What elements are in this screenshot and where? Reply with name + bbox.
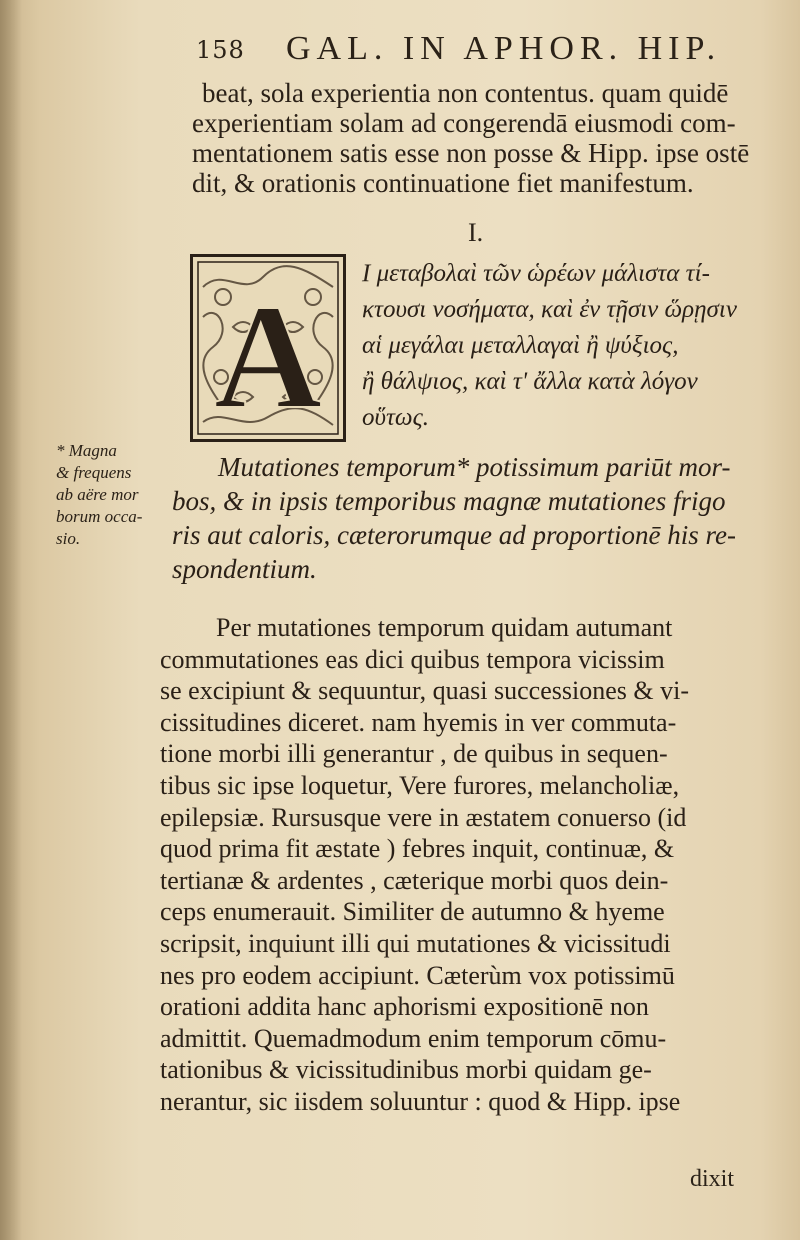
- commentary-line: tationibus & vicissitudinibus morbi quidam ge-: [160, 1055, 652, 1085]
- commentary-line: se excipiunt & sequuntur, quasi successiones & vi-: [160, 676, 689, 706]
- latin-line: spondentium.: [172, 554, 317, 584]
- commentary-line: Per mutationes temporum quidam autumant: [216, 613, 673, 642]
- margin-note-line: ab aëre mor: [56, 485, 139, 504]
- greek-line: αἱ μεγάλαι μεταλλαγαὶ ἢ ψύξιος,: [362, 332, 679, 359]
- commentary-line: tibus sic ipse loquetur, Vere furores, melancholiæ,: [160, 770, 680, 800]
- margin-note-line: & frequens: [56, 463, 132, 482]
- margin-note-line: sio.: [56, 529, 81, 548]
- commentary-line: nerantur, sic iisdem soluuntur : quod & Hipp. ipse: [160, 1086, 681, 1116]
- greek-line: κτουσι νοσήματα, καὶ ἐν τῇσιν ὥρῃσιν: [362, 296, 737, 323]
- latin-aphorism: [172, 450, 736, 586]
- greek-aphorism: [362, 256, 737, 436]
- commentary-line: commutationes eas dici quibus tempora vicissim: [160, 644, 665, 674]
- latin-line: bos, & in ipsis temporibus magnæ mutationes frigo: [172, 486, 726, 516]
- commentary-line: admittit. Quemadmodum enim temporum cōmu-: [160, 1023, 667, 1053]
- commentary-line: cissitudines diceret. nam hyemis in ver commuta-: [160, 707, 677, 737]
- aphorism-number: I.: [468, 218, 484, 247]
- greek-line: Ι μεταβολαὶ τῶν ὡρέων μάλιστα τί-: [362, 260, 710, 287]
- page-header: [196, 28, 776, 78]
- page-number: 158: [196, 36, 245, 64]
- commentary-paragraph: [160, 612, 689, 1118]
- margin-note-line: borum occa-: [56, 507, 143, 526]
- commentary-line: tione morbi illi generantur , de quibus in sequen-: [160, 739, 668, 769]
- commentary-line: epilepsiæ. Rursusque vere in æstatem conuerso (id: [160, 802, 687, 832]
- intro-line: beat, sola experientia non contentus. quam quidē: [202, 78, 729, 108]
- intro-paragraph: [192, 78, 749, 198]
- commentary-line: tertianæ & ardentes , cæterique morbi quos dein-: [160, 865, 669, 895]
- margin-note-line: * Magna: [56, 441, 117, 460]
- commentary-line: orationi addita hanc aphorismi expositionē non: [160, 992, 649, 1022]
- commentary-line: ceps enumerauit. Similiter de autumno & hyeme: [160, 897, 665, 927]
- commentary-line: quod prima fit æstate ) febres inquit, continuæ, &: [160, 834, 675, 864]
- catchword: dixit: [690, 1166, 735, 1192]
- ornament-icon: [193, 257, 343, 439]
- latin-line: Mutationes temporum* potissimum pariūt mor-: [218, 452, 731, 482]
- decorated-initial: [190, 254, 346, 442]
- running-head: GAL. IN APHOR. HIP.: [286, 30, 722, 67]
- intro-line: experientiam solam ad congerendā eiusmodi com-: [192, 108, 736, 138]
- intro-line: dit, & orationis continuatione fiet manifestum.: [192, 168, 694, 198]
- greek-line: οὕτως.: [362, 404, 429, 431]
- gutter-shadow: [0, 0, 22, 1240]
- greek-line: ἢ θάλψιος, καὶ τ' ἄλλα κατὰ λόγον: [362, 368, 698, 395]
- margin-note: [56, 440, 186, 550]
- commentary-line: scripsit, inquiunt illi qui mutationes & vicissitudi: [160, 928, 671, 958]
- latin-line: ris aut caloris, cæterorumque ad proportionē his re-: [172, 520, 736, 550]
- initial-letter: A: [213, 274, 323, 439]
- intro-line: mentationem satis esse non posse & Hipp. ipse ostē: [192, 138, 750, 168]
- commentary-line: nes pro eodem accipiunt. Cæterùm vox potissimū: [160, 960, 675, 990]
